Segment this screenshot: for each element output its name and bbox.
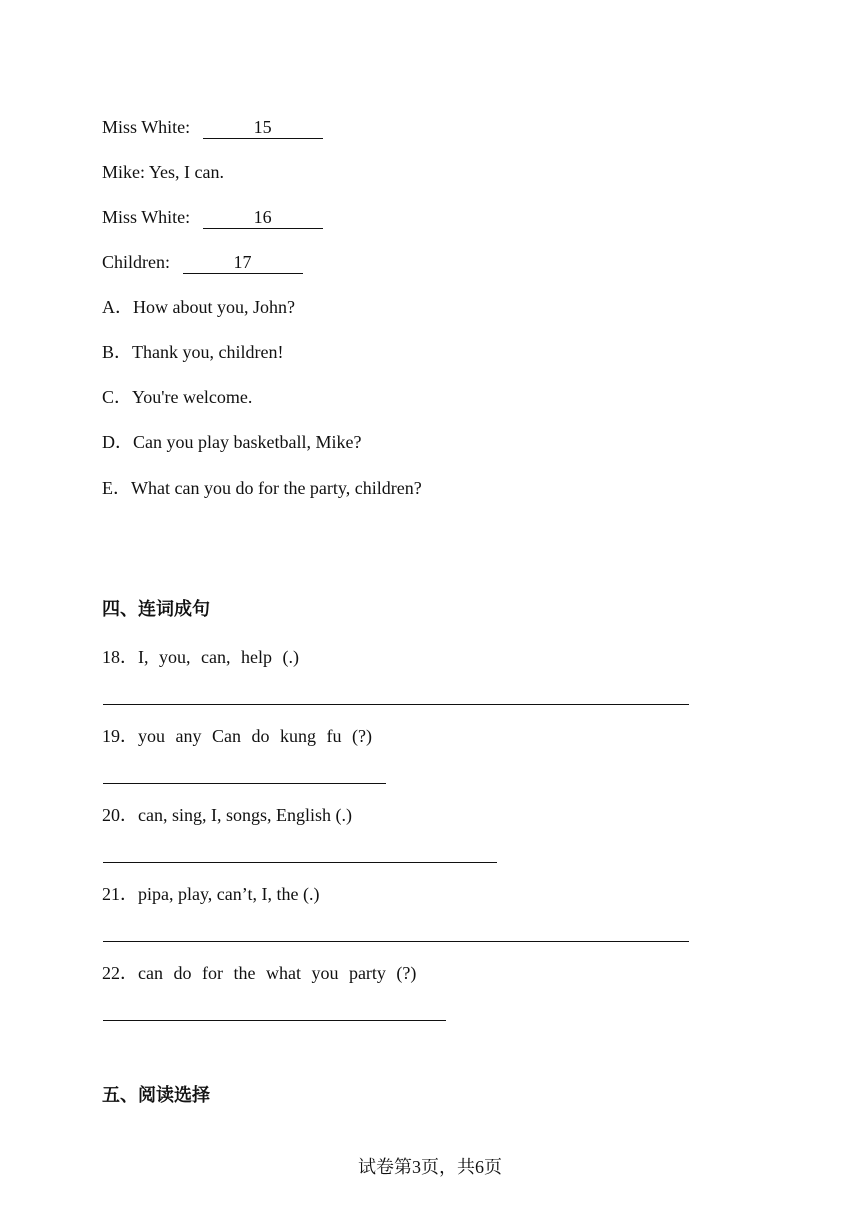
dialogue-line-mike xyxy=(102,161,224,183)
question-text: you any Can do kung fu (?) xyxy=(138,726,372,746)
question-number: 22． xyxy=(102,963,138,983)
question-21 xyxy=(102,883,319,905)
question-22 xyxy=(102,962,416,984)
question-number: 21． xyxy=(102,884,138,904)
option-letter: A． xyxy=(102,297,133,317)
dialogue-line-16 xyxy=(102,206,323,229)
section-title-4: 四、连词成句 xyxy=(102,599,210,620)
speaker: Miss White: xyxy=(102,207,191,227)
answer-line-18[interactable] xyxy=(103,704,689,705)
speaker: Children: xyxy=(102,252,170,272)
dialogue-line-17 xyxy=(102,251,303,274)
dialogue-line-15 xyxy=(102,116,323,139)
answer-line-20[interactable] xyxy=(103,862,497,863)
question-18 xyxy=(102,646,299,668)
blank-15[interactable]: 15 xyxy=(203,118,323,139)
answer-line-22[interactable] xyxy=(103,1020,446,1021)
option-text: Can you play basketball, Mike? xyxy=(133,432,362,452)
speaker: Mike: xyxy=(102,162,145,182)
option-text: Thank you, children! xyxy=(132,342,284,362)
option-a xyxy=(102,296,295,318)
option-letter: E． xyxy=(102,478,131,498)
answer-line-19[interactable] xyxy=(103,783,386,784)
blank-17[interactable]: 17 xyxy=(183,253,303,274)
option-letter: C． xyxy=(102,387,133,407)
section-title-5: 五、阅读选择 xyxy=(102,1085,210,1106)
question-20 xyxy=(102,804,352,826)
option-letter: B． xyxy=(102,342,133,362)
option-text: How about you, John? xyxy=(133,297,295,317)
option-c xyxy=(102,386,252,408)
speaker: Miss White: xyxy=(102,117,191,137)
dialogue-text: Yes, I can. xyxy=(148,162,225,182)
question-text: I, you, can, help (.) xyxy=(138,647,299,667)
option-b xyxy=(102,341,283,363)
question-19 xyxy=(102,725,372,747)
question-text: can, sing, I, songs, English (.) xyxy=(138,805,352,825)
option-e xyxy=(102,477,422,499)
option-letter: D． xyxy=(102,432,133,452)
question-text: pipa, play, can’t, I, the (.) xyxy=(138,884,320,904)
page-footer: 试卷第3页，共6页 xyxy=(358,1157,502,1177)
question-number: 18． xyxy=(102,647,138,667)
option-text: You're welcome. xyxy=(132,387,253,407)
question-text: can do for the what you party (?) xyxy=(138,963,417,983)
blank-16[interactable]: 16 xyxy=(203,208,323,229)
option-text: What can you do for the party, children? xyxy=(131,478,422,498)
question-number: 20． xyxy=(102,805,138,825)
question-number: 19． xyxy=(102,726,138,746)
answer-line-21[interactable] xyxy=(103,941,689,942)
option-d xyxy=(102,431,361,453)
